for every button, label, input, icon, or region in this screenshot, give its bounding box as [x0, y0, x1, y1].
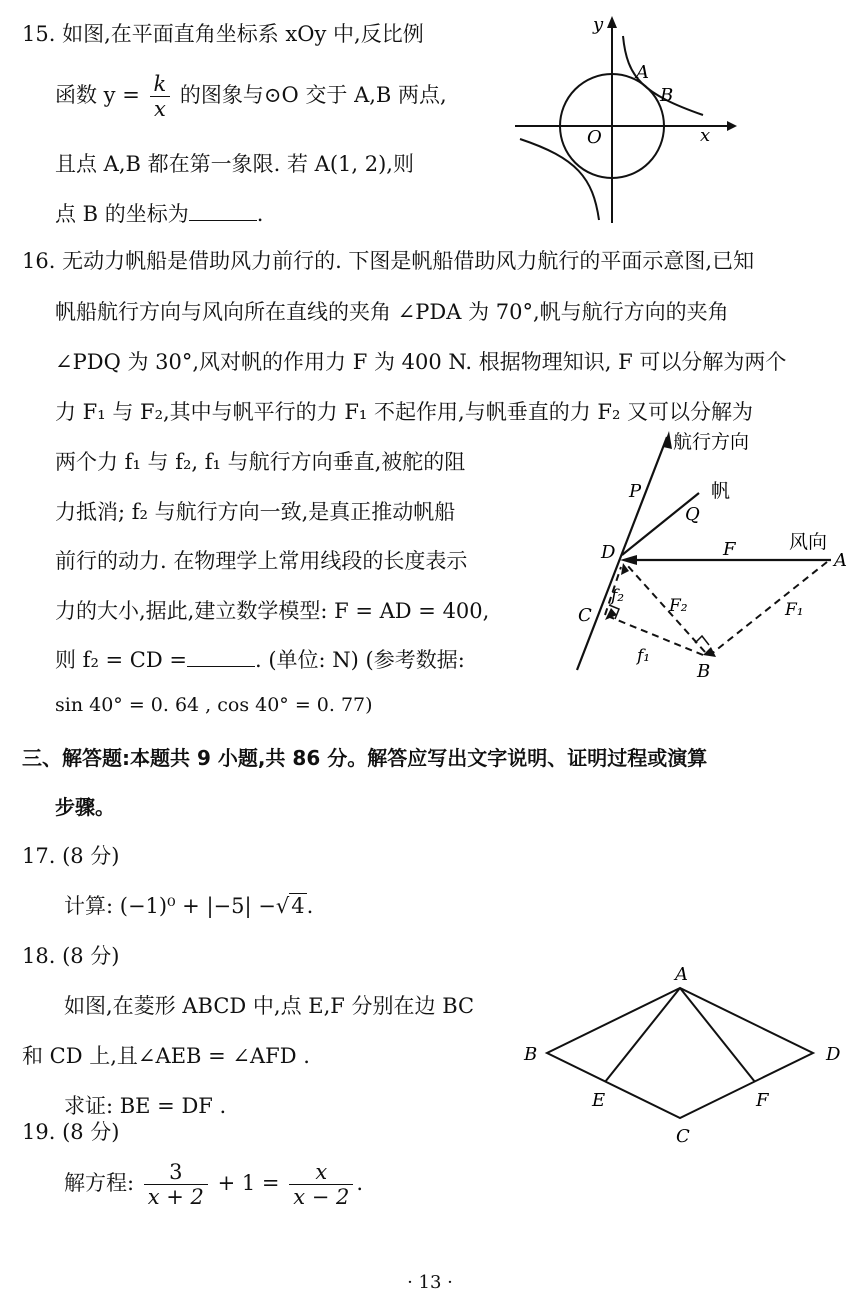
course-label: 航行方向	[673, 431, 750, 453]
q16-answer-blank[interactable]	[187, 648, 255, 667]
q18-line3: 求证: BE = DF .	[64, 1094, 227, 1118]
x-axis-arrow-icon	[727, 121, 737, 131]
p-label: P	[629, 481, 642, 502]
wind-label: 风向	[789, 531, 828, 553]
q16-line9-rest: . (单位: N) (参考数据:	[255, 648, 465, 672]
course-arrow-icon	[663, 431, 672, 449]
segment-af	[680, 988, 755, 1082]
q18-line1: 如图,在菱形 ABCD 中,点 E,F 分别在边 BC	[64, 994, 475, 1018]
f-label: F	[723, 539, 736, 560]
rhombus-e-label: E	[592, 1090, 606, 1111]
q15-func-rest: 的图象与⊙O 交于 A,B 两点,	[179, 83, 447, 107]
q16-line1: 16. 无动力帆船是借助风力前行的. 下图是帆船借助风力航行的平面示意图,已知	[22, 249, 755, 273]
rhombus-d-label: D	[826, 1044, 841, 1065]
q15-line1: 15. 如图,在平面直角坐标系 xOy 中,反比例	[22, 22, 424, 46]
rhombus-c-label: C	[676, 1126, 690, 1147]
b-label: B	[697, 661, 711, 682]
small-f1-line	[605, 615, 703, 655]
q19-equation	[64, 1160, 363, 1209]
q17-head: 17. (8 分)	[22, 844, 120, 868]
q15-line2	[55, 72, 447, 121]
segment-ae	[605, 988, 680, 1082]
x-label: x	[700, 125, 711, 146]
q19-fraction-1	[144, 1160, 208, 1209]
section3-title: 三、解答题:本题共 9 小题,共 86 分。解答应写出文字说明、证明过程或演算	[22, 746, 708, 770]
y-label: y	[593, 14, 604, 35]
q18-figure	[510, 960, 850, 1160]
q15-line4-text: 点 B 的坐标为	[55, 202, 189, 226]
point-b-label: B	[660, 85, 674, 106]
f2-big-label: F₂	[669, 596, 688, 616]
q19-mid: + 1 =	[217, 1171, 280, 1195]
y-axis-arrow-icon	[607, 16, 617, 28]
d-label: D	[601, 542, 616, 563]
q19-label: 解方程:	[64, 1171, 135, 1195]
rhombus-f-label: F	[756, 1090, 769, 1111]
rhombus-b-label: B	[524, 1044, 538, 1065]
q16-figure	[545, 425, 855, 685]
q17-end: .	[306, 894, 314, 918]
a-label: A	[834, 550, 847, 571]
q15-fraction	[150, 72, 171, 121]
page-number: · 13 ·	[407, 1272, 453, 1293]
q16-line2: 帆船航行方向与风向所在直线的夹角 ∠PDA 为 70°,帆与航行方向的夹角	[55, 300, 729, 324]
q15-frac-num: k	[150, 72, 171, 97]
rhombus-abcd	[547, 988, 813, 1118]
rhombus-a-label: A	[675, 964, 688, 985]
f1-line	[710, 562, 827, 655]
q16-line8: 力的大小,据此,建立数学模型: F = AD = 400,	[55, 599, 490, 623]
origin-label: O	[587, 127, 602, 148]
q18-line2: 和 CD 上,且∠AEB = ∠AFD .	[22, 1044, 310, 1068]
q15-figure	[505, 8, 740, 228]
q19-frac2-den: x − 2	[293, 1185, 350, 1209]
c-label: C	[578, 605, 592, 626]
q15-frac-den: x	[153, 97, 166, 121]
q16-line5: 两个力 f₁ 与 f₂, f₁ 与航行方向垂直,被舵的阻	[55, 450, 466, 474]
section3-title-cont: 步骤。	[55, 795, 115, 819]
q16-line4: 力 F₁ 与 F₂,其中与帆平行的力 F₁ 不起作用,与帆垂直的力 F₂ 又可以分解为	[55, 400, 754, 424]
q19-head: 19. (8 分)	[22, 1120, 120, 1144]
q19-end: .	[356, 1171, 364, 1195]
q16-line3: ∠PDQ 为 30°,风对帆的作用力 F 为 400 N. 根据物理知识, F 可以分解为两个	[55, 350, 787, 374]
q17-body: 计算: (−1)⁰ + |−5| −√4.	[64, 894, 314, 918]
q-label: Q	[685, 504, 700, 525]
q16-line10: sin 40° = 0. 64 , cos 40° = 0. 77)	[55, 694, 373, 716]
q19-frac2-num: x	[289, 1160, 353, 1185]
q19-frac1-num: 3	[144, 1160, 208, 1185]
d-arrow-icon	[621, 563, 629, 575]
right-angle-b	[695, 636, 709, 645]
wind-arrow-icon	[620, 555, 637, 565]
f2-small-label: f₂	[611, 586, 625, 606]
q15-line4: 点 B 的坐标为 .	[55, 202, 264, 226]
q15-line3: 且点 A,B 都在第一象限. 若 A(1, 2),则	[55, 152, 414, 176]
q19-fraction-2	[289, 1160, 353, 1209]
q19-frac1-den: x + 2	[147, 1185, 204, 1209]
sail-label: 帆	[711, 480, 731, 502]
q16-line6: 力抵消; f₂ 与航行方向一致,是真正推动帆船	[55, 500, 456, 524]
q16-line9	[55, 644, 465, 674]
q18-head: 18. (8 分)	[22, 944, 120, 968]
q17-sqrt-value: 4	[291, 894, 305, 918]
q15-answer-blank[interactable]	[189, 202, 257, 221]
point-a-label: A	[636, 62, 649, 83]
q15-func-label: 函数 y =	[55, 83, 140, 107]
hyperbola-q3	[520, 139, 599, 220]
q16-line9-text: 则 f₂ = CD =	[55, 648, 187, 672]
f1-big-label: F₁	[785, 600, 804, 620]
q17-expression: 计算: (−1)⁰ + |−5| −	[64, 894, 276, 918]
f1-small-label: f₁	[637, 646, 651, 666]
q16-line7: 前行的动力. 在物理学上常用线段的长度表示	[55, 549, 468, 573]
